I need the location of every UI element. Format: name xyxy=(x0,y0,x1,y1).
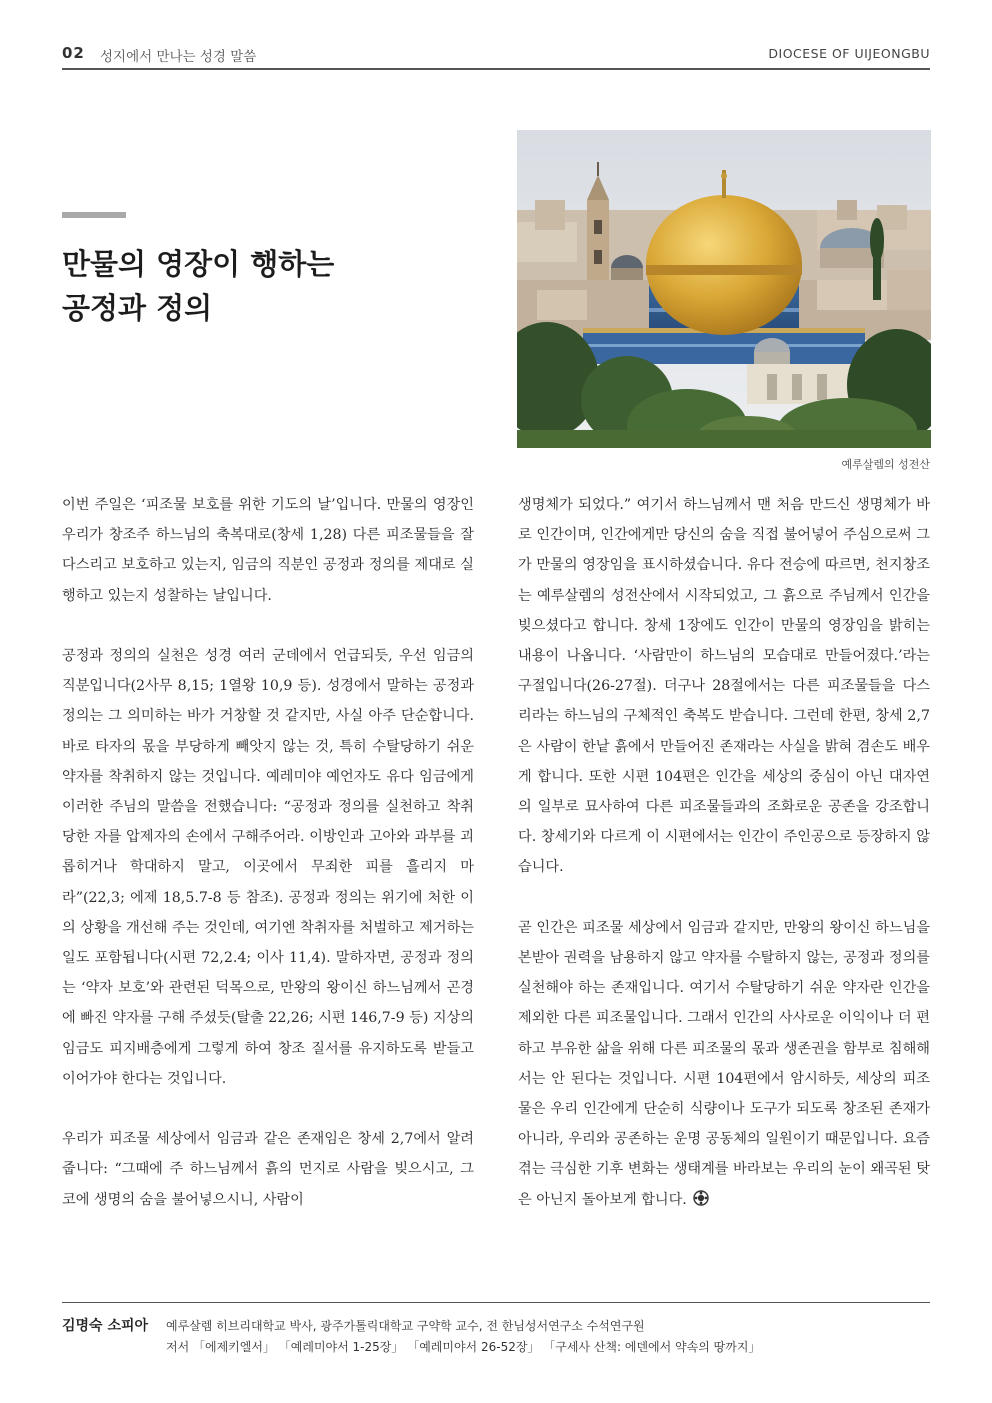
paragraph: 공정과 정의의 실천은 성경 여러 군데에서 언급되듯, 우선 임금의 직분입니다(2사무 8,15; 1열왕 10,9 등). 성경에서 말하는 공정과 정의는 그 의미하는 바가 거창할 것 같지만, 사실 아주 단순합니다. 바로 타자의 몫을 부당하게 빼앗지 않는 것, 특히 수탈당하기 쉬운 약자를 착취하지 않는 것입니다. 예레미야 예언자도 유다 임금에게 이러한 주님의 말씀을 전했습니다: “공정과 정의를 실천하고 착취당한 자를 압제자의 손에서 구해주어라. 이방인과 고아와 과부를 괴롭히거나 학대하지 말고, 이곳에서 무죄한 피를 흘리지 마라”(22,3; 에제 18,5.7-8 등 참조). 공정과 정의는 위기에 처한 이의 상황을 개선해 주는 것인데, 여기엔 착취자를 처벌하고 제거하는 일도 포함됩니다(시편 72,2.4; 이사 11,4). 말하자면, 공정과 정의는 ‘약자 보호’와 관련된 덕목으로, 만왕의 왕이신 하느님께서 곤경에 빠진 약자를 구해 주셨듯(탈출 22,26; 시편 146,7-9 등) 지상의 임금도 피지배층에게 그렇게 하여 창조 질서를 유지하도록 받들고 이어가야 한다는 것입니다. xyxy=(62,648,474,1087)
paragraph xyxy=(518,913,930,1215)
paragraph: 생명체가 되었다.” 여기서 하느님께서 맨 처음 만드신 생명체가 바로 인간이며, 인간에게만 당신의 숨을 직접 불어넣어 주심으로써 그가 만물의 영장임을 표시하셨습니다. 유다 전승에 따르면, 천지창조는 예루살렘의 성전산에서 시작되었고, 그 흙으로 주님께서 인간을 빚으셨다고 합니다. 창세 1장에도 인간이 만물의 영장임을 밝히는 내용이 나옵니다. ‘사람만이 하느님의 모습대로 만들어졌다.’라는 구절입니다(26-27절). 더구나 28절에서는 다른 피조물들을 다스리라는 하느님의 구체적인 축복도 받습니다. 그런데 한편, 창세 2,7은 사람이 한낱 흙에서 만들어진 존재라는 사실을 밝혀 겸손도 배우게 합니다. 또한 시편 104편은 인간을 세상의 중심이 아닌 대자연의 일부로 묘사하여 다른 피조물들과의 조화로운 공존을 강조합니다. 창세기와 다르게 이 시편에서는 인간이 주인공으로 등장하지 않습니다. xyxy=(518,497,930,876)
article-title xyxy=(62,242,482,330)
author-bio xyxy=(166,1316,760,1358)
title-line-2: 공정과 정의 xyxy=(62,291,213,325)
author-footer xyxy=(62,1302,930,1354)
publisher-name: DIOCESE OF UIJEONGBU xyxy=(768,46,930,61)
author-name: 김명숙 소피아 xyxy=(62,1318,149,1334)
author-bio-line: 저서 「에제키엘서」 「예레미야서 1-25장」 「예레미야서 26-52장」 「구세사 산책: 에덴에서 약속의 땅까지」 xyxy=(166,1340,761,1354)
title-line-1: 만물의 영장이 행하는 xyxy=(62,247,335,281)
section-title: 성지에서 만나는 성경 말씀 xyxy=(100,49,257,65)
end-mark-icon xyxy=(693,1190,709,1206)
paragraph-text: 곧 인간은 피조물 세상에서 임금과 같지만, 만왕의 왕이신 하느님을 본받아 권력을 남용하지 않고 약자를 수탈하지 않는, 공정과 정의를 실천해야 하는 존재입니다. 여기서 수탈당하기 쉬운 약자란 인간을 제외한 다른 피조물입니다. 그래서 인간의 사사로운 이익이나 더 편하고 부유한 삶을 위해 다른 피조물의 몫과 생존권을 함부로 침해해서는 안 된다는 것입니다. 시편 104편에서 암시하듯, 세상의 피조물은 우리 인간에게 단순히 식량이나 도구가 되도록 창조된 존재가 아니라, 우리와 공존하는 운명 공동체의 일원이기 때문입니다. 요즘 겪는 극심한 기후 변화는 생태계를 바라보는 우리의 눈이 왜곡된 탓은 아닌지 돌아보게 합니다. xyxy=(518,919,930,1208)
photo-caption: 예루살렘의 성전산 xyxy=(841,458,930,471)
title-accent-bar xyxy=(62,212,126,218)
page-number: 02 xyxy=(62,44,85,62)
article-column-left xyxy=(62,490,474,1245)
author-bio-line: 예루살렘 히브리대학교 박사, 광주가톨릭대학교 구약학 교수, 전 한님성서연구소 수석연구원 xyxy=(166,1319,645,1333)
page-header xyxy=(62,44,930,70)
article-column-right xyxy=(518,490,930,1245)
paragraph: 이번 주일은 ‘피조물 보호를 위한 기도의 날’입니다. 만물의 영장인 우리가 창조주 하느님의 축복대로(창세 1,28) 다른 피조물들을 잘 다스리고 보호하고 있는지, 임금의 직분인 공정과 정의를 제대로 실행하고 있는지 성찰하는 날입니다. xyxy=(62,497,474,604)
paragraph: 우리가 피조물 세상에서 임금과 같은 존재임은 창세 2,7에서 알려줍니다: “그때에 주 하느님께서 흙의 먼지로 사람을 빚으시고, 그 코에 생명의 숨을 불어넣으시니, 사람이 xyxy=(62,1131,474,1208)
temple-mount-photo xyxy=(517,130,931,448)
